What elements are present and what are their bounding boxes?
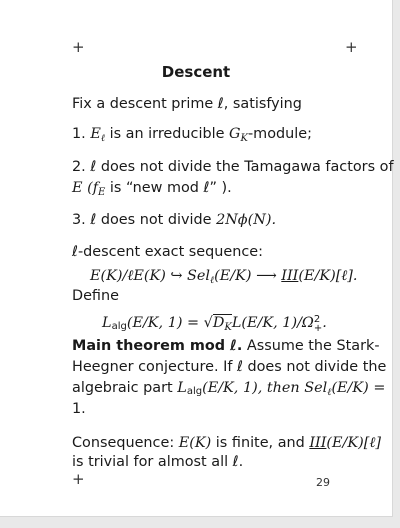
consequence-line-2: is trivial for almost all ℓ. — [72, 454, 244, 470]
corner-mark-top-right: + — [345, 38, 358, 56]
condition-1 — [72, 124, 312, 149]
theorem-heading: Main theorem mod ℓ. — [72, 338, 243, 354]
page-number: 29 — [316, 476, 330, 489]
definition-formula — [102, 313, 327, 338]
sha-symbol: III — [281, 268, 299, 284]
theorem-line-1 — [72, 336, 380, 357]
condition-3-number: 3. — [72, 212, 86, 228]
sequence-right: (E/K)[ℓ]. — [298, 268, 358, 284]
condition-2-line-1 — [72, 157, 394, 178]
sqrt-icon: √ — [203, 315, 213, 331]
corner-mark-top-left: + — [72, 38, 85, 56]
theorem-line-3-pre: algebraic part — [72, 380, 178, 396]
slide-title: Descent — [161, 63, 231, 81]
definition-L: L — [102, 315, 112, 331]
sequence-label: ℓ-descent exact sequence: — [72, 244, 263, 260]
omega-scripts — [314, 315, 322, 333]
condition-1-number: 1. — [72, 126, 86, 142]
definition-L-sub: alg — [111, 321, 127, 332]
condition-3-math: 2Nϕ(N). — [216, 212, 277, 228]
theorem-line-1-rest: Assume the Stark- — [242, 338, 380, 354]
condition-1-end: -module; — [247, 126, 312, 142]
exact-sequence — [90, 266, 358, 291]
omega-sub: + — [313, 323, 323, 334]
theorem-line-2: Heegner conjecture. If ℓ does not divide the — [72, 359, 387, 375]
theorem-L-sub: alg — [186, 386, 203, 397]
condition-1-text: is an irreducible — [105, 126, 229, 142]
condition-2-line-2 — [72, 178, 232, 203]
consequence-sha: III — [309, 435, 327, 451]
condition-3 — [72, 210, 276, 231]
intro-text: Fix a descent prime ℓ, satisfying — [72, 96, 302, 112]
consequence-line-1 — [72, 433, 381, 454]
condition-1-E-sub: ℓ — [100, 133, 105, 144]
definition-end: . — [322, 315, 327, 331]
theorem-args: (E/K, 1), then Sel — [202, 380, 328, 396]
condition-2-number: 2. — [72, 159, 86, 175]
sqrt-D-sub: K — [224, 322, 232, 333]
omega-sup: 2 — [313, 314, 321, 325]
condition-1-E: E — [90, 126, 101, 142]
consequence-math2: (E/K)[ℓ] — [326, 435, 381, 451]
sequence-middle: (E/K) ⟶ — [214, 268, 282, 284]
condition-2-rest: is “new mod ℓ” ). — [105, 180, 232, 196]
condition-1-G: G — [229, 126, 241, 142]
theorem-sel-sub: ℓ — [327, 387, 332, 398]
definition-args: (E/K, 1) = — [126, 315, 204, 331]
definition-rhs: L(E/K, 1)/Ω — [231, 315, 314, 331]
condition-1-G-sub: K — [240, 133, 248, 144]
theorem-line-3 — [72, 378, 385, 403]
consequence-pre: Consequence: — [72, 435, 179, 451]
condition-2-text: ℓ does not divide the Tamagawa factors of — [90, 159, 394, 175]
theorem-line-4: 1. — [72, 401, 86, 417]
consequence-mid: is finite, and — [211, 435, 310, 451]
theorem-L: L — [177, 380, 187, 396]
condition-3-text: ℓ does not divide — [90, 212, 217, 228]
sqrt-body — [213, 314, 232, 331]
condition-2-sub: E — [98, 187, 106, 198]
sequence-left: E(K)/ℓE(K) ↪ Sel — [90, 268, 210, 284]
theorem-end: (E/K) = — [331, 380, 386, 396]
condition-2-math: E (f — [72, 180, 99, 196]
define-label: Define — [72, 288, 119, 304]
corner-mark-bottom-left: + — [72, 470, 85, 488]
sqrt-D: D — [212, 315, 225, 331]
sequence-sel-sub: ℓ — [210, 275, 215, 286]
consequence-EK: E(K) — [178, 435, 212, 451]
